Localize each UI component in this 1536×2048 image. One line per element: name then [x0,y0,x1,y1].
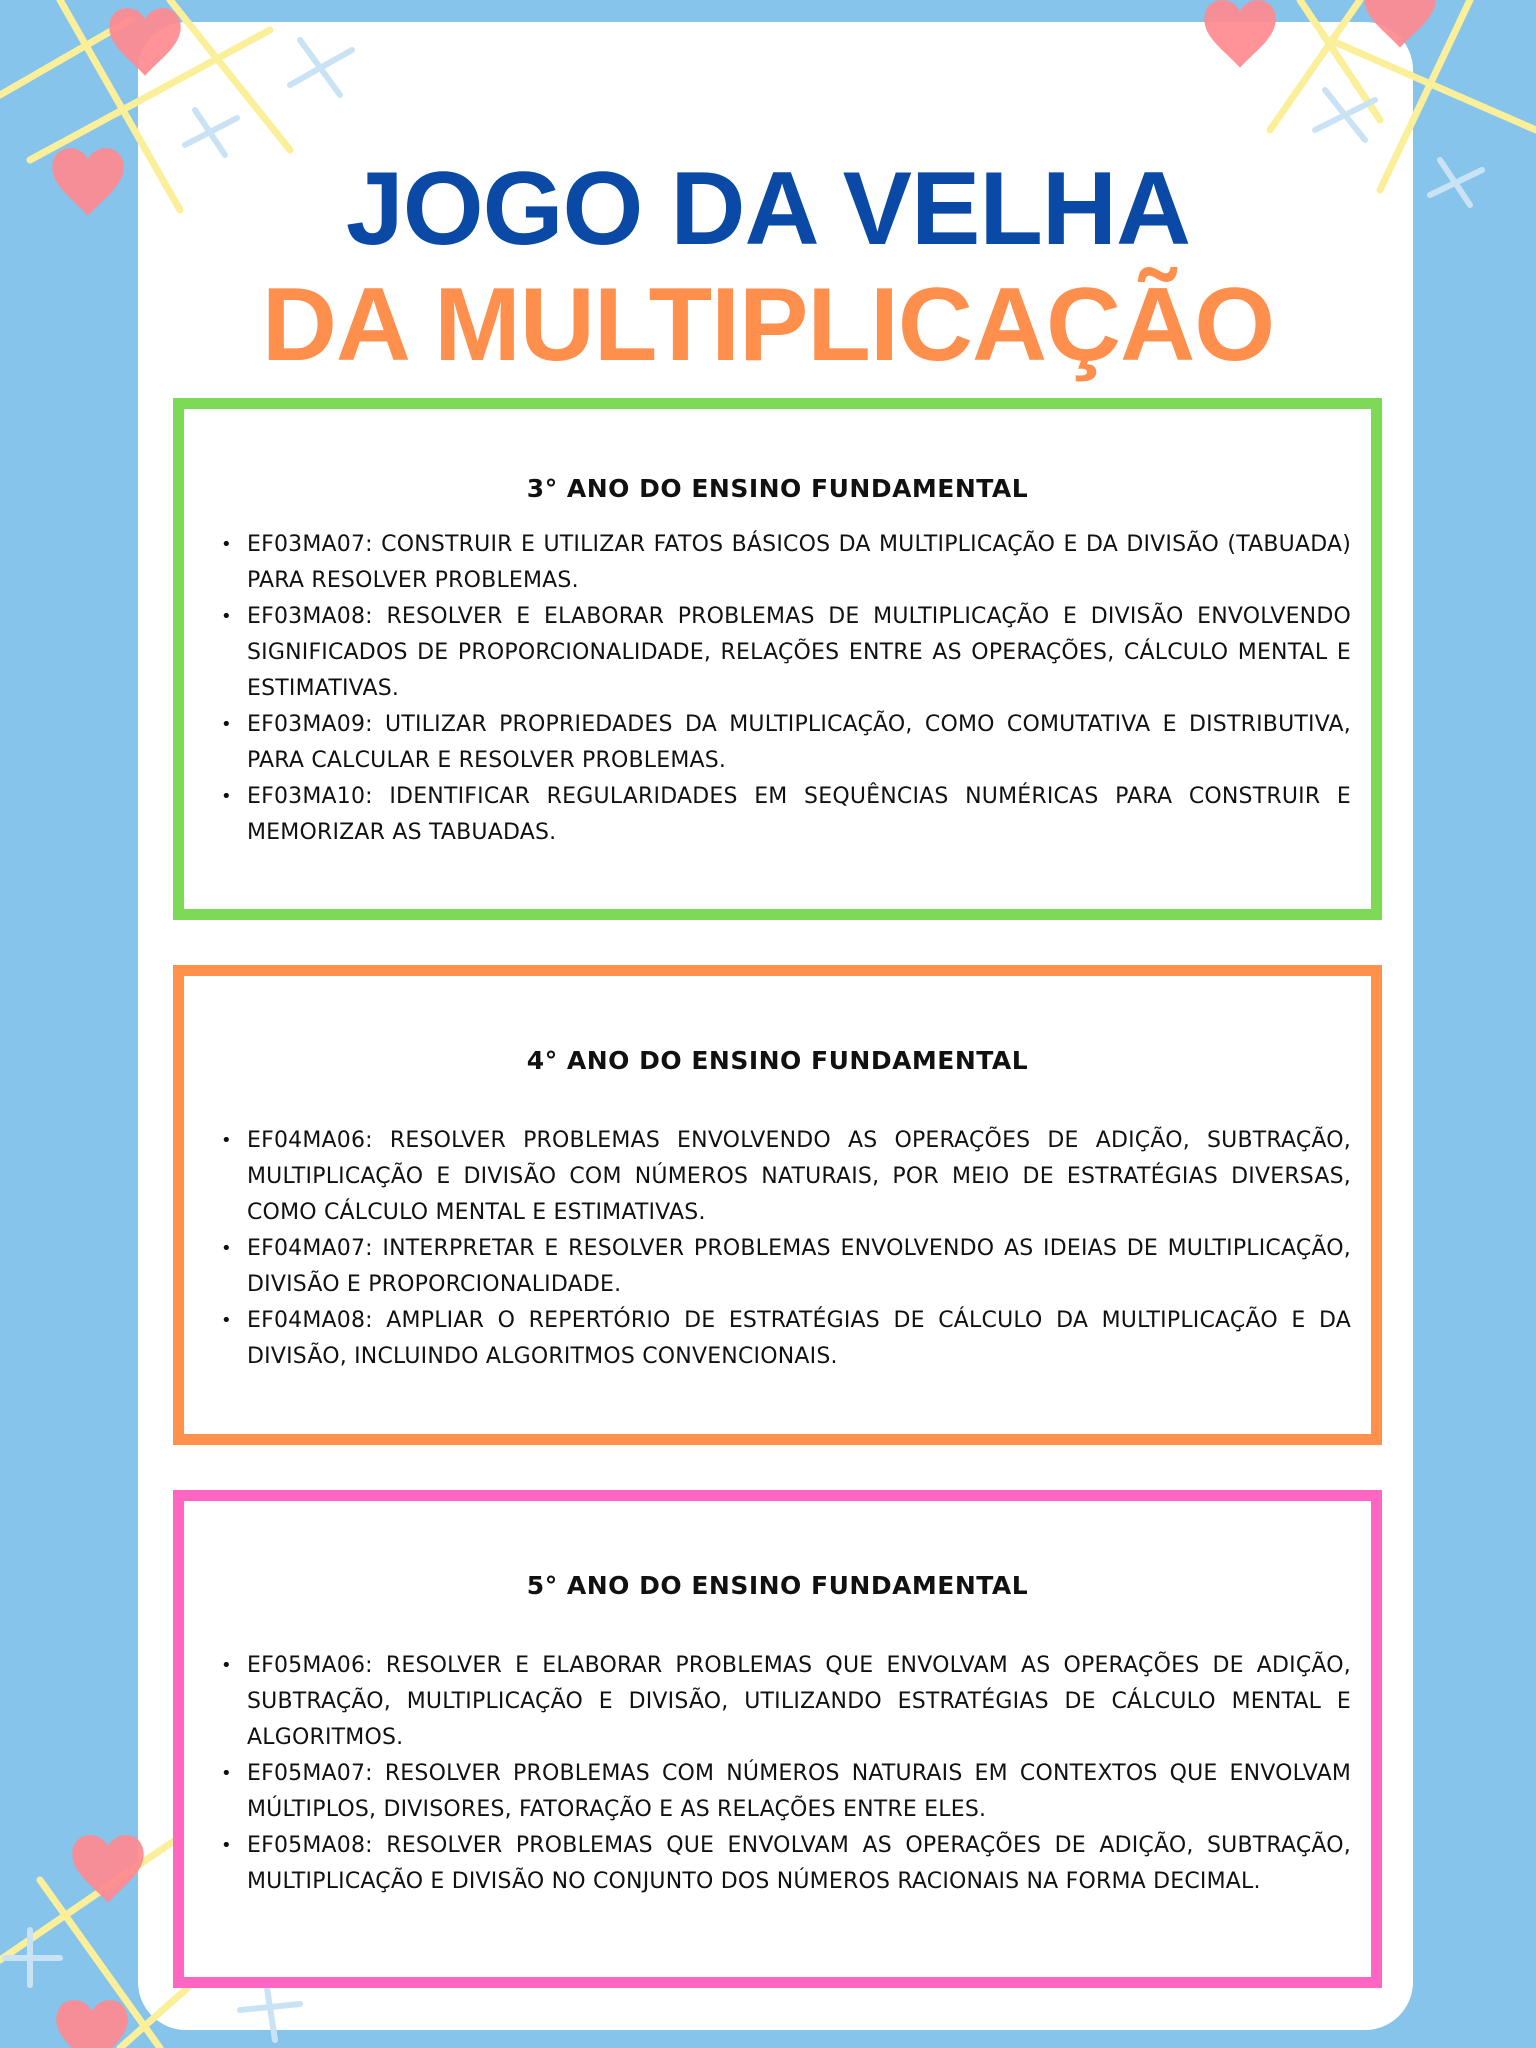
grade-5-list [184,1648,1371,1900]
grade-5-heading: 5° ANO DO ENSINO FUNDAMENTAL [526,1571,1029,1600]
list-item: • EF03MA08: RESOLVER E ELABORAR PROBLEMAS DE MULTIPLICAÇÃO E DIVISÃO ENVOLVENDO SIGNIFICADOS DE PROPORCIONALIDADE, RELAÇÕES ENTRE AS OPERAÇÕES, CÁLCULO MENTAL E ESTIMATIVAS. [247,599,1351,707]
grade-4-box [173,965,1382,1445]
page-title: JOGO DA VELHA [345,151,1191,267]
grade-5-box [173,1490,1382,1988]
list-item: • EF05MA06: RESOLVER E ELABORAR PROBLEMAS QUE ENVOLVAM AS OPERAÇÕES DE ADIÇÃO, SUBTRAÇÃO, MULTIPLICAÇÃO E DIVISÃO, UTILIZANDO ESTRATÉGIAS DE CÁLCULO MENTAL E ALGORITMOS. [247,1648,1351,1756]
heart-icon [56,1835,143,2048]
list-item: • EF03MA10: IDENTIFICAR REGULARIDADES EM SEQUÊNCIAS NUMÉRICAS PARA CONSTRUIR E MEMORIZAR AS TABUADAS. [247,779,1351,851]
list-item: • EF04MA08: AMPLIAR O REPERTÓRIO DE ESTRATÉGIAS DE CÁLCULO DA MULTIPLICAÇÃO E DA DIVISÃO, INCLUINDO ALGORITMOS CONVENCIONAIS. [247,1303,1351,1375]
grade-4-list [184,1123,1371,1375]
list-item: • EF04MA07: INTERPRETAR E RESOLVER PROBLEMAS ENVOLVENDO AS IDEIAS DE MULTIPLICAÇÃO, DIVISÃO E PROPORCIONALIDADE. [247,1231,1351,1303]
grade-3-heading: 3° ANO DO ENSINO FUNDAMENTAL [526,474,1029,503]
list-item: • EF04MA06: RESOLVER PROBLEMAS ENVOLVENDO AS OPERAÇÕES DE ADIÇÃO, SUBTRAÇÃO, MULTIPLICAÇÃO E DIVISÃO COM NÚMEROS NATURAIS, POR MEIO DE ESTRATÉGIAS DIVERSAS, COMO CÁLCULO MENTAL E ESTIMATIVAS. [247,1123,1351,1231]
list-item: • EF05MA07: RESOLVER PROBLEMAS COM NÚMEROS NATURAIS EM CONTEXTOS QUE ENVOLVAM MÚLTIPLOS, DIVISORES, FATORAÇÃO E AS RELAÇÕES ENTRE ELES. [247,1756,1351,1828]
list-item: • EF03MA07: CONSTRUIR E UTILIZAR FATOS BÁSICOS DA MULTIPLICAÇÃO E DA DIVISÃO (TABUADA) PARA RESOLVER PROBLEMAS. [247,527,1351,599]
grade-3-box [173,398,1382,920]
grade-3-list [184,527,1371,851]
grade-4-heading: 4° ANO DO ENSINO FUNDAMENTAL [526,1046,1029,1075]
list-item: • EF05MA08: RESOLVER PROBLEMAS QUE ENVOLVAM AS OPERAÇÕES DE ADIÇÃO, SUBTRAÇÃO, MULTIPLICAÇÃO E DIVISÃO NO CONJUNTO DOS NÚMEROS RACIONAIS NA FORMA DECIMAL. [247,1828,1351,1900]
page-subtitle: DA MULTIPLICAÇÃO [261,267,1275,383]
list-item: • EF03MA09: UTILIZAR PROPRIEDADES DA MULTIPLICAÇÃO, COMO COMUTATIVA E DISTRIBUTIVA, PARA CALCULAR E RESOLVER PROBLEMAS. [247,707,1351,779]
